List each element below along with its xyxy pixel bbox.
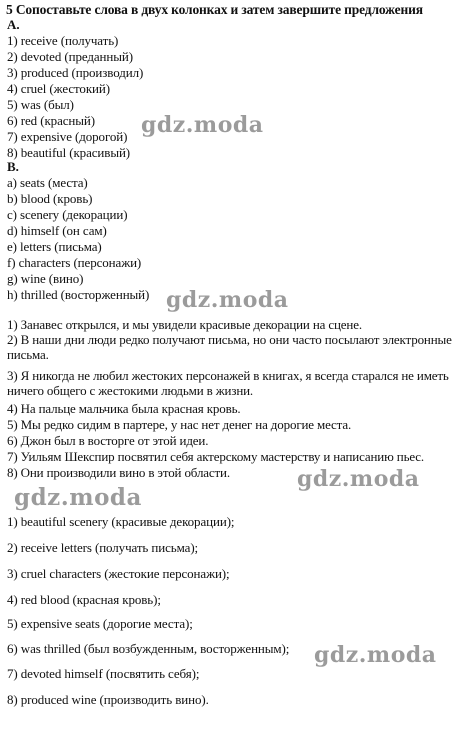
- watermark: gdz.moda: [141, 112, 264, 138]
- answer-item: 4) red blood (красная кровь);: [7, 592, 161, 607]
- sentence: 4) На пальце мальчика была красная кровь.: [7, 401, 241, 416]
- sentence: 6) Джон был в восторге от этой идеи.: [7, 433, 209, 448]
- list-item: 8) beautiful (красивый): [7, 145, 131, 160]
- sentence: 8) Они производили вино в этой области.: [7, 465, 230, 480]
- list-item: f) characters (персонажи): [7, 255, 142, 270]
- list-item: g) wine (вино): [7, 271, 84, 286]
- watermark: gdz.moda: [297, 466, 420, 492]
- list-item: 1) receive (получать): [7, 33, 119, 48]
- answer-item: 6) was thrilled (был возбужденным, восторженным);: [7, 641, 290, 656]
- answer-item: 1) beautiful scenery (красивые декорации);: [7, 514, 235, 529]
- watermark: gdz.moda: [14, 484, 142, 511]
- sentence: 2) В наши дни люди редко получают письма, но они часто посылают электронные письма.: [7, 332, 452, 362]
- exercise-title: 5 Сопоставьте слова в двух колонках и затем завершите предложения: [6, 2, 423, 17]
- sentence: 5) Мы редко сидим в партере, у нас нет денег на дорогие места.: [7, 417, 352, 432]
- answer-item: 2) receive letters (получать письма);: [7, 540, 199, 555]
- list-item: e) letters (письма): [7, 239, 102, 254]
- list-item: 7) expensive (дорогой): [7, 129, 128, 144]
- sentence: 1) Занавес открылся, и мы увидели красивые декорации на сцене.: [7, 317, 362, 332]
- section-a-label: A.: [7, 17, 20, 32]
- answer-item: 3) cruel characters (жестокие персонажи);: [7, 566, 230, 581]
- list-item: 2) devoted (преданный): [7, 49, 133, 64]
- list-item: c) scenery (декорации): [7, 207, 128, 222]
- list-item: 6) red (красный): [7, 113, 95, 128]
- list-item: 3) produced (производил): [7, 65, 144, 80]
- answer-item: 7) devoted himself (посвятить себя);: [7, 666, 200, 681]
- list-item: b) blood (кровь): [7, 191, 93, 206]
- list-item: h) thrilled (восторженный): [7, 287, 150, 302]
- watermark: gdz.moda: [166, 287, 289, 313]
- list-item: a) seats (места): [7, 175, 88, 190]
- answer-item: 8) produced wine (производить вино).: [7, 692, 209, 707]
- list-item: d) himself (он сам): [7, 223, 107, 238]
- sentence: 3) Я никогда не любил жестоких персонажей в книгах, я всегда старался не иметь ничего общего с жестокими людьми в жизни.: [7, 368, 449, 398]
- section-b-label: B.: [7, 159, 19, 174]
- sentence: 7) Уильям Шекспир посвятил себя актерскому мастерству и написанию пьес.: [7, 449, 425, 464]
- answer-item: 5) expensive seats (дорогие места);: [7, 616, 193, 631]
- list-item: 4) cruel (жестокий): [7, 81, 110, 96]
- list-item: 5) was (был): [7, 97, 74, 112]
- watermark: gdz.moda: [314, 642, 437, 668]
